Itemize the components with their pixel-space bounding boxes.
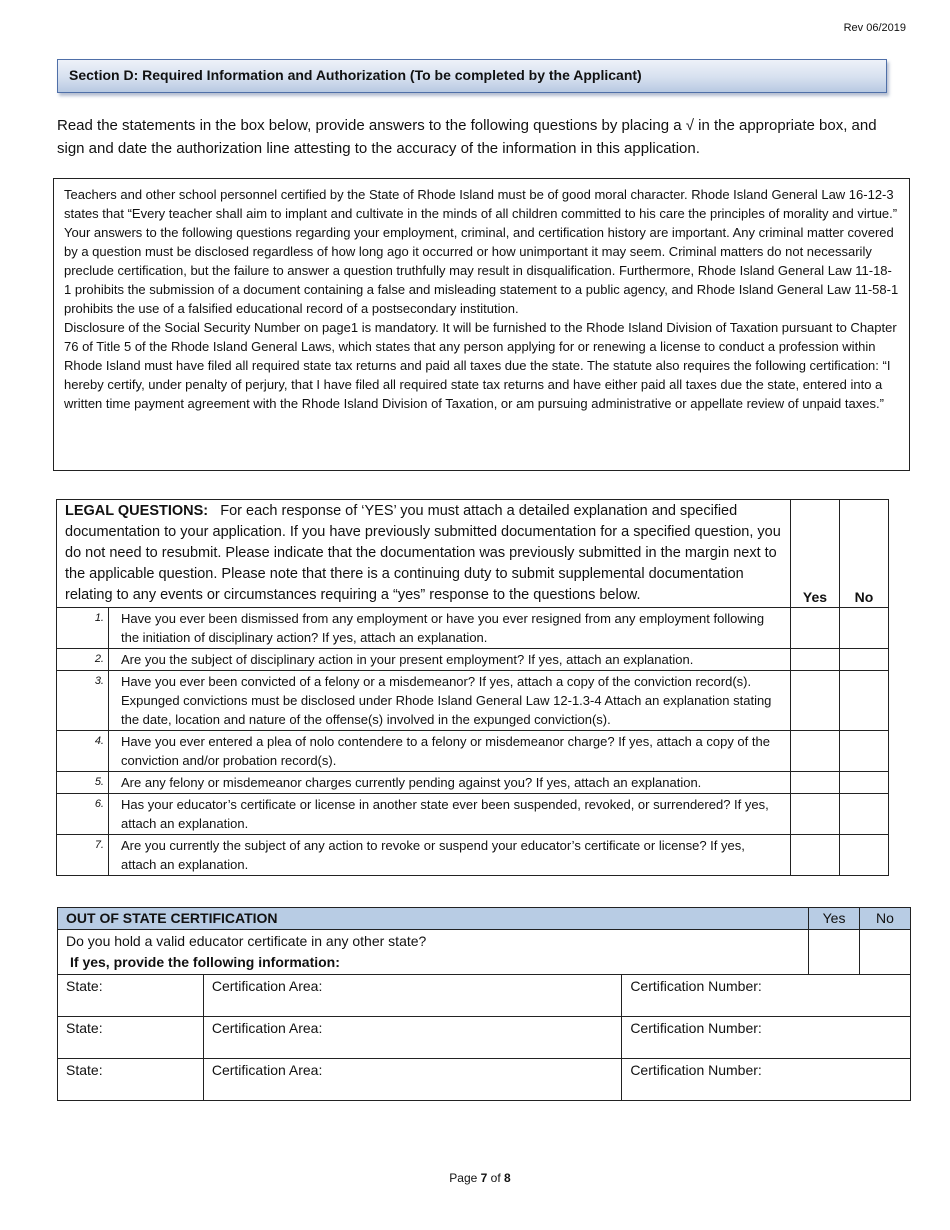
- question-4-no-checkbox[interactable]: [840, 731, 889, 772]
- oos-cert-row-2: [58, 1017, 911, 1059]
- oos-question-cell: [58, 930, 809, 975]
- question-3-no-checkbox[interactable]: [840, 671, 889, 731]
- revision-date: Rev 06/2019: [843, 22, 906, 34]
- question-7-yes-checkbox[interactable]: [791, 835, 840, 876]
- certification-area-field[interactable]: Certification Area:: [203, 1059, 621, 1101]
- question-1-yes-checkbox[interactable]: [791, 608, 840, 649]
- oos-question: Do you hold a valid educator certificate in any other state?: [66, 933, 427, 949]
- legal-questions-table: [56, 499, 889, 876]
- question-text: Have you ever entered a plea of nolo contendere to a felony or misdemeanor charge? If yes, attach a copy of the conviction and/or probation record(s).: [109, 731, 791, 772]
- state-field[interactable]: State:: [58, 1059, 204, 1101]
- oos-yes-checkbox[interactable]: [809, 930, 860, 975]
- certification-number-field[interactable]: Certification Number:: [622, 1017, 911, 1059]
- page-footer: [0, 1171, 950, 1185]
- question-2-no-checkbox[interactable]: [840, 649, 889, 671]
- question-text: Have you ever been convicted of a felony or a misdemeanor? If yes, attach a copy of the conviction record(s). Expunged convictions must be disclosed under Rhode Island General Law 12-1.3-4 Attach an explanation stating the date, location and nature of the offense(s) involved in the expunged conviction(s).: [109, 671, 791, 731]
- question-number: 6.: [57, 794, 109, 835]
- question-2-yes-checkbox[interactable]: [791, 649, 840, 671]
- legal-question-row-1: [57, 608, 889, 649]
- oos-no-checkbox[interactable]: [860, 930, 911, 975]
- of-label: of: [490, 1171, 501, 1185]
- question-5-yes-checkbox[interactable]: [791, 772, 840, 794]
- question-number: 5.: [57, 772, 109, 794]
- question-6-no-checkbox[interactable]: [840, 794, 889, 835]
- question-text: Has your educator’s certificate or license in another state ever been suspended, revoked, or surrendered? If yes, attach an explanation.: [109, 794, 791, 835]
- oos-header-row: [58, 908, 911, 930]
- question-text: Are any felony or misdemeanor charges currently pending against you? If yes, attach an explanation.: [109, 772, 791, 794]
- page-label: Page: [449, 1171, 478, 1185]
- question-number: 4.: [57, 731, 109, 772]
- intro-text: Read the statements in the box below, provide answers to the following questions by placing a √ in the appropriate box, and sign and date the authorization line attesting to the accuracy of the information in this application.: [57, 117, 877, 157]
- legal-question-row-2: [57, 649, 889, 671]
- question-number: 3.: [57, 671, 109, 731]
- question-7-no-checkbox[interactable]: [840, 835, 889, 876]
- question-number: 2.: [57, 649, 109, 671]
- page-current: 7: [480, 1171, 488, 1185]
- statement-paragraph-2: Disclosure of the Social Security Number on page1 is mandatory. It will be furnished to the Rhode Island Division of Taxation pursuant to Chapter 76 of Title 5 of the Rhode Island General Laws, which states that any person applying for or renewing a license to conduct a profession within Rhode Island must have filed all required state tax returns and paid all taxes due the state. The statute also requires the following certification: “I hereby certify, under penalty of perjury, that I have filed all required state tax returns and have either paid all taxes due the state, entered into a written time payment agreement with the Rhode Island Division of Taxation, or am pursuing administrative or appellate review of unpaid taxes.”: [64, 320, 897, 411]
- certification-number-field[interactable]: Certification Number:: [622, 975, 911, 1017]
- legal-header-row: [57, 500, 889, 608]
- question-1-no-checkbox[interactable]: [840, 608, 889, 649]
- statement-box: [53, 178, 910, 471]
- state-field[interactable]: State:: [58, 1017, 204, 1059]
- oos-cert-row-1: [58, 975, 911, 1017]
- certification-number-field[interactable]: Certification Number:: [622, 1059, 911, 1101]
- oos-no-header: No: [860, 908, 911, 930]
- question-6-yes-checkbox[interactable]: [791, 794, 840, 835]
- oos-title: OUT OF STATE CERTIFICATION: [58, 908, 809, 930]
- question-3-yes-checkbox[interactable]: [791, 671, 840, 731]
- legal-question-row-7: [57, 835, 889, 876]
- certification-area-field[interactable]: Certification Area:: [203, 975, 621, 1017]
- question-text: Are you currently the subject of any action to revoke or suspend your educator’s certificate or license? If yes, attach an explanation.: [109, 835, 791, 876]
- legal-question-row-4: [57, 731, 889, 772]
- section-title: Section D: Required Information and Authorization (To be completed by the Applicant): [69, 67, 642, 83]
- oos-instruction: If yes, provide the following information:: [70, 954, 340, 970]
- question-number: 7.: [57, 835, 109, 876]
- question-text: Are you the subject of disciplinary action in your present employment? If yes, attach an explanation.: [109, 649, 791, 671]
- oos-cert-row-3: [58, 1059, 911, 1101]
- oos-yes-header: Yes: [809, 908, 860, 930]
- oos-question-row: [58, 930, 911, 975]
- statement-paragraph-1: Teachers and other school personnel certified by the State of Rhode Island must be of good moral character. Rhode Island General Law 16-12-3 states that “Every teacher shall aim to implant and cultivate in the minds of all children committed to his care the principles of morality and virtue.” Your answers to the following questions regarding your employment, criminal, and certification history are important. Any criminal matter covered by a question must be disclosed regardless of how long ago it occurred or how unimportant it may seem. Criminal matters do not necessarily preclude certification, but the failure to answer a question truthfully may result in disqualification. Furthermore, Rhode Island General Law 11-18-1 prohibits the submission of a document containing a false and misleading statement to a public agency, and Rhode Island General Law 11-58-1 prohibits the use of a falsified educational record of a postsecondary institution.: [64, 187, 899, 316]
- legal-question-row-5: [57, 772, 889, 794]
- legal-no-header: No: [840, 500, 889, 608]
- legal-title: LEGAL QUESTIONS:: [65, 503, 209, 519]
- legal-instructions-cell: [57, 500, 791, 608]
- out-of-state-table: [57, 907, 911, 1101]
- question-text: Have you ever been dismissed from any employment or have you ever resigned from any employment following the initiation of disciplinary action? If yes, attach an explanation.: [109, 608, 791, 649]
- question-5-no-checkbox[interactable]: [840, 772, 889, 794]
- question-4-yes-checkbox[interactable]: [791, 731, 840, 772]
- legal-question-row-6: [57, 794, 889, 835]
- question-number: 1.: [57, 608, 109, 649]
- page-total: 8: [504, 1171, 511, 1185]
- state-field[interactable]: State:: [58, 975, 204, 1017]
- section-d-header: [57, 59, 887, 93]
- legal-instructions: For each response of ‘YES’ you must attach a detailed explanation and specified documentation to your application. If you have previously submitted documentation for a specified question, you do not need to resubmit. Please indicate that the documentation was previously submitted in the margin next to the applicable question. Please note that there is a continuing duty to submit supplemental documentation relating to any events or circumstances requiring a “yes” response to the questions below.: [65, 503, 781, 603]
- legal-question-row-3: [57, 671, 889, 731]
- certification-area-field[interactable]: Certification Area:: [203, 1017, 621, 1059]
- legal-yes-header: Yes: [791, 500, 840, 608]
